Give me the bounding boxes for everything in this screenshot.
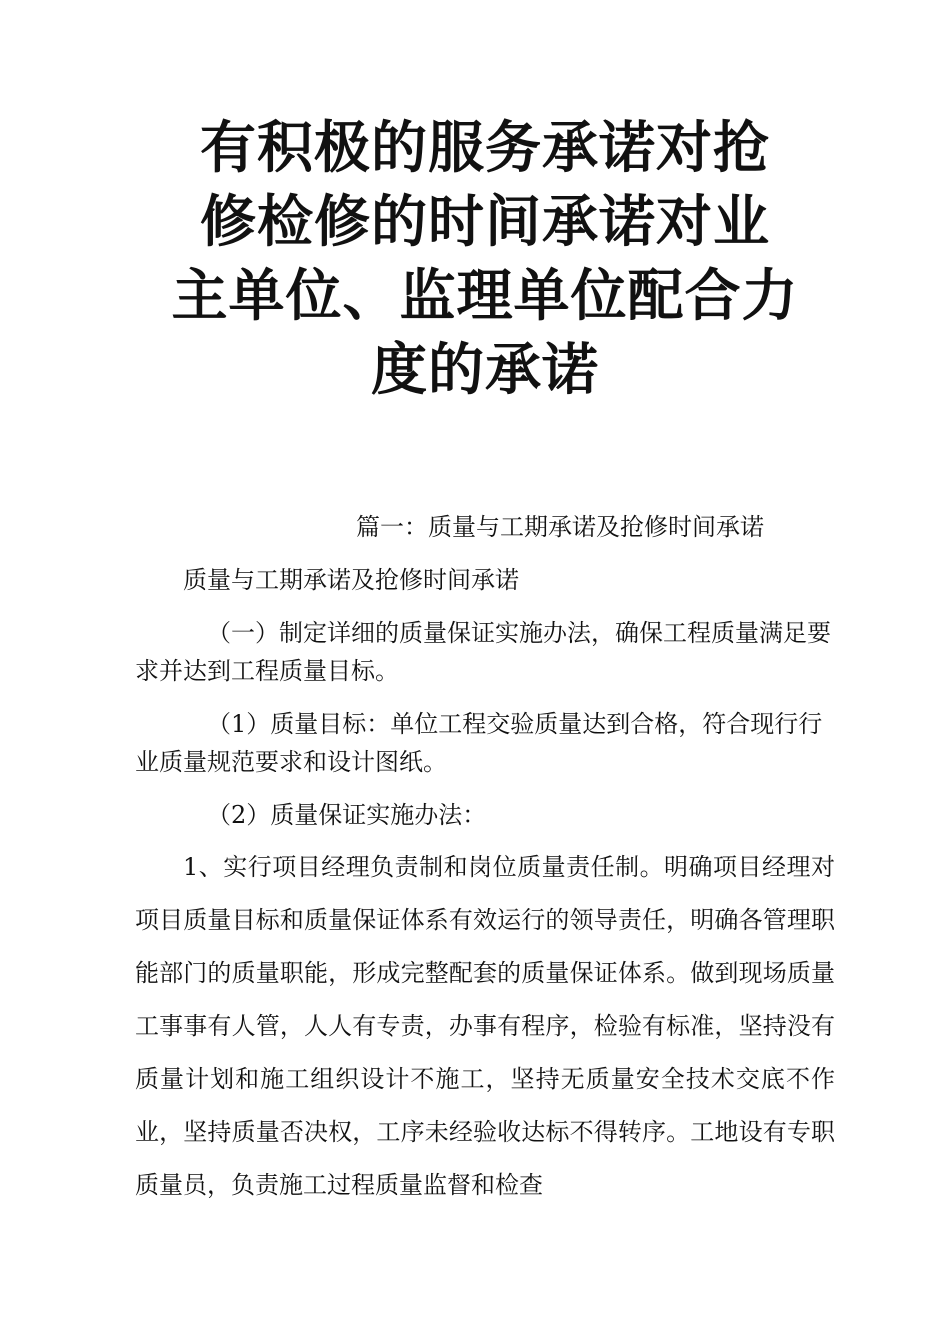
title-line: 修检修的时间承诺对业 (200, 190, 770, 255)
title-line: 度的承诺 (371, 338, 599, 403)
body-paragraph: 1、实行项目经理负责制和岗位质量责任制。明确项目经理对项目质量目标和质量保证体系有效运行的领导责任，明确各管理职能部门的质量职能，形成完整配套的质量保证体系。做到现场质量工事事有人管，人人有专责，办事有程序，检验有标准，坚持没有质量计划和施工组织设计不施工，坚持无质量安全技术交底不作业，坚持质量否决权，工序未经验收达标不得转序。工地设有专职质量员，负责施工过程质量监督和检查 (135, 853, 835, 1199)
body-paragraph: （1）质量目标：单位工程交验质量达到合格，符合现行行业质量规范要求和设计图纸。 (135, 710, 823, 776)
title-line: 有积极的服务承诺对抢 (200, 116, 770, 181)
document-body (135, 508, 835, 1227)
chapter-subtitle: 篇一：质量与工期承诺及抢修时间承诺 (356, 513, 764, 541)
body-paragraph: （一）制定详细的质量保证实施办法，确保工程质量满足要求并达到工程质量目标。 (135, 619, 831, 685)
section-heading: 质量与工期承诺及抢修时间承诺 (183, 566, 519, 594)
document-title (135, 112, 835, 408)
body-paragraph: （2）质量保证实施办法： (207, 801, 487, 829)
title-line: 主单位、监理单位配合力 (171, 264, 799, 329)
